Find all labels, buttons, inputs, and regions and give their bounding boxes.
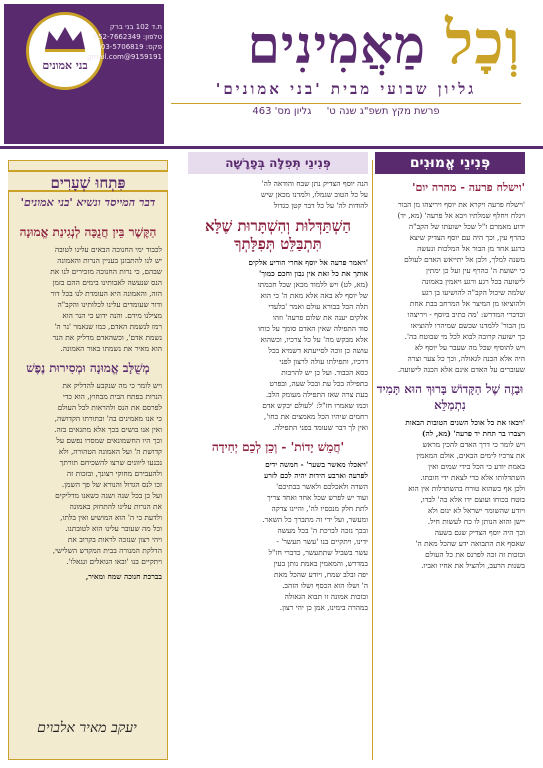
- text-line: ויתקיים בנו 'ובאו הגואלים ונגאלו'.: [66, 557, 162, 566]
- text-line: נכנעו ליוונים שרצו להשכיחם תורתך: [59, 458, 162, 467]
- text-line: בשנות הרעב, ולהציל את אחיו ואביו.: [421, 561, 525, 570]
- text-line: וכך היו החשמונאים שמסרו נפשם על: [56, 436, 162, 445]
- text-line: ויהי רצון שנזכה לראות בקרוב את: [67, 535, 162, 544]
- text-line: ברגע אחד מן הבור אל המלכות ונעשה: [417, 244, 525, 253]
- text-line: להודות לה' על כל דבר קטן כגדול: [273, 201, 368, 210]
- text-line: הנרות בפתח הבית מבחוץ, הוא כדי: [62, 392, 162, 401]
- text-line: על כל הטוב שגמלו, ולמדנו מכאן שיש: [260, 190, 368, 199]
- text-line: הנס שנעשה לאבותינו בימים ההם בזמן: [52, 278, 162, 287]
- right-lead-title: 'וישלח פרעה - מהרה יום': [412, 181, 525, 194]
- text-line: בעת צרה שאז התפילה מעומק הלב.: [265, 390, 368, 399]
- text-line: יש לנו להתבונן בעניין הנרות והאמונה: [57, 256, 162, 265]
- text-line: ויש לומר כי מה שנקבע להדליק את: [62, 381, 162, 390]
- left-subhead: הַקֶּשֶׁר בֵּין חֲנֻכָּה לְנְגִינַת אֱמוּנָה: [19, 225, 157, 239]
- header-rule: [0, 146, 543, 149]
- text-line: הוא מאיר את נשמתו באור האמונה.: [60, 344, 162, 353]
- contact-info: [87, 22, 162, 62]
- text-line: וכדברי המדרש: 'מה כתיב ביוסף - ויריצהו: [407, 310, 525, 319]
- left-body-2: [14, 380, 162, 567]
- text-line: מן הבור' ללמדנו שכשם שמיהרו להוציאו: [410, 321, 525, 330]
- contact-phone: טלפון: 052-7662349: [93, 33, 162, 41]
- text-line: רמז לנשמת האדם, כמו שנאמר 'נר ה': [54, 322, 162, 331]
- text-line: בתפילה בכל עת ובכל שעה, ובפרט: [269, 379, 368, 388]
- text-line: ולכן אף כשהוא טורח בהשתדלות אין הוא: [408, 484, 525, 493]
- signature: יעקב מאיר אלבוים: [37, 720, 137, 736]
- text-line: ויודע שהשומר ישראל לא ינום ולא: [427, 506, 525, 515]
- text-line: אלקים יענה את שלום פרעה' וזהו: [272, 313, 368, 322]
- text-line: היה אלא הכנה לגאולה, וכך כל צער וצרה: [407, 354, 525, 363]
- text-line: השתדלותו אלא כדי לצאת ידי חובתו.: [420, 473, 525, 482]
- text-line: ולדעת כי ה' הוא המושיע ואין בלתו,: [60, 513, 162, 522]
- text-line: קדושת ה' ועל האמונה הטהורה, ולא: [58, 447, 162, 456]
- text-line: הדלקת המנורה בבית המקדש השלישי,: [52, 546, 162, 555]
- middle-body: [188, 257, 368, 433]
- text-line: יישן והוא הנותן לו כח לעשות חיל.: [427, 517, 525, 526]
- text-line: ודור שעומדים עלינו לכלותינו והקב"ה: [57, 300, 162, 309]
- right-subhead: וּבָזֶה שֶׁל הַקָּדוֹשׁ בָּרוּךְ הוּא תָּמִיד נִתְמַלֵּא: [376, 382, 524, 412]
- closing-line: בברכת חנוכה שמח ומאיר,: [85, 572, 162, 581]
- text-line: לכבוד ימי החנוכה הבאים עלינו לטובה: [54, 245, 162, 254]
- issue-number: גליון מס' 463: [252, 106, 312, 117]
- text-line: באמת יודע כי הכל בידי שמים ואין: [428, 462, 525, 471]
- text-line: עושה כן זוכה לסייעתא דשמיא בכל: [268, 346, 368, 355]
- left-subhead-2: מְשֻׁלָּב אֱמוּנָה וּמְסִירוּת נֶפֶשׁ: [26, 361, 150, 375]
- left-column: [14, 218, 162, 758]
- text-line: סוד התפילה שאין האדם סומך על כוחו: [258, 324, 368, 333]
- text-line: ועוד יש לפרש שכל אחד ואחד צריך: [267, 493, 368, 502]
- masthead-subtitle: גליון שבועי מבית 'בני אמונים': [215, 80, 477, 98]
- text-line: ועל כן בכל שנה ושנה כשאנו מדליקים: [55, 491, 162, 500]
- parsha-label: פרשת מקץ תשפ"ג שנה ט': [326, 106, 440, 117]
- text-line: 'ויבאו את כל אוכל השנים הטובות הבאות: [405, 418, 525, 427]
- text-line: שבהם, כי נרות החנוכה מזכירים לנו את: [50, 267, 162, 276]
- middle-subhead-2: 'חֲמֵשׁ יָדוֹת' - וְכֵן לְכֵם יְחִידָה: [211, 440, 345, 454]
- text-line: ואין אנו בושים בכך אלא מתגאים בזה.: [54, 425, 162, 434]
- text-line: לפרעה וארבע הידות יהיה לכם לזרע: [264, 471, 368, 480]
- left-body: [14, 244, 162, 354]
- logo-box: [4, 4, 164, 144]
- text-line: ידוע מאמרם ז"ל שכל ישועתו של הקב"ה: [408, 222, 525, 231]
- middle-body-2: [188, 459, 368, 613]
- right-body-2: [375, 417, 525, 571]
- masthead-meta: [171, 106, 521, 122]
- text-line: ולהעבירם מחוקי רצונך, ובזכות זה: [66, 469, 162, 478]
- text-line: מצילנו מידם. והנה ידוע כי הנר הוא: [62, 311, 162, 320]
- middle-intro: [188, 178, 368, 211]
- text-line: ויגלח ויחלף שמלתיו ויבא אל פרעה' (מא, יד): [397, 211, 525, 220]
- text-line: כסא הכבוד. ועל כן יש להרבות: [281, 368, 368, 377]
- text-line: שאסף את התבואה ידע שהכל מאת ה': [415, 539, 525, 548]
- text-line: שעוברים על האדם אינם אלא הכנה לישועה.: [397, 365, 525, 374]
- text-line: יפה ובלב שמח, ויודע שהכל מאת: [274, 570, 368, 579]
- text-line: ה' ושלו הוא הכסף ושלו הזהב.: [282, 581, 368, 590]
- column-divider: [372, 160, 373, 760]
- masthead-title-main: מַאֲמִינִים: [247, 15, 427, 76]
- text-line: במדרש, והמאמין באמת נותן בעין: [273, 559, 368, 568]
- text-line: רחמים שיהיו הכל מאמצים את כחו',: [263, 412, 368, 421]
- text-line: ואין לך דבר שעומד בפני התפילה.: [272, 423, 368, 432]
- text-line: זכו לנס הגדול והנורא של פך השמן.: [61, 480, 162, 489]
- text-line: ויש להוסיף שכל מה שעבר על יוסף לא: [414, 343, 525, 352]
- masthead: [0, 0, 543, 150]
- text-line: לתת חלק מנכסיו לה', והיינו צדקה: [271, 504, 368, 513]
- text-line: הנה יוסף הצדיק נתן שבח והודאה לה': [261, 179, 368, 188]
- contact-fax: פקס: 03-5706819: [100, 43, 162, 51]
- middle-column: [188, 178, 368, 758]
- right-column: [375, 178, 525, 758]
- logo-emblem: [26, 12, 104, 90]
- text-line: כהרף עין, וכך היה עם יוסף הצדיק שיצא: [409, 233, 525, 242]
- text-line: ידינו, ויתקיים בנו 'עשר תעשר' -: [276, 537, 368, 546]
- text-line: כי ישועת ה' כהרף עין ועל כן ימתין: [425, 266, 525, 275]
- left-column-header: פִּתְחוּ שְׁעָרִים: [8, 170, 168, 192]
- masthead-title-gold: וְכָל: [445, 8, 521, 78]
- text-line: ויש לומר כי דרך האדם להכין מראש: [422, 440, 525, 449]
- text-line: של יוסף לא באה אלא מאת ה' כי הוא: [260, 291, 368, 300]
- middle-subhead: הַשְׁתַּדְּלוּת וְהִשְׁתָּרוּת שֶׁלָּא תִּתְבַּלֵּט תְּפִלָּתְךָ: [205, 217, 351, 253]
- text-line: תלה הכל בבורא עולם ואמר 'בלעדי: [268, 302, 368, 311]
- text-line: 'ויאכלו מאשר בשער' - חמשה ידים: [265, 460, 368, 469]
- text-line: לישועה בכל רגע ורגע ויאמין באמונה: [421, 277, 525, 286]
- text-line: את הנרות עלינו להתחזק באמונה: [69, 502, 162, 511]
- text-line: וכך היה יוסף הצדיק שגם בשעה: [434, 528, 525, 537]
- middle-column-header: פְּנִינֵי תְּפִלָּה בְּפָרָשָׁה: [188, 152, 368, 174]
- left-closing: [14, 571, 162, 582]
- logo-name: בני אמונים: [42, 59, 88, 72]
- masthead-title: [151, 8, 521, 78]
- text-line: כי אנו מאמינים בה' ובתורתו הקדושה,: [54, 414, 162, 423]
- text-line: לפרסם את הנס ולהראות לכל העולם: [57, 403, 162, 412]
- text-line: (מא, לט) ויש ללמוד מכאן שכל חכמתו: [257, 280, 368, 289]
- text-line: וכמו שאמרו חז"ל: 'לעולם יבקש אדם: [262, 401, 368, 410]
- text-line: ובכך נזכה לברכת ה' בכל מעשה: [277, 526, 368, 535]
- right-body: [375, 199, 525, 375]
- text-line: עשר בשביל שתתעשר, כדברי חז"ל: [268, 548, 368, 557]
- text-line: אותך את כל זאת אין נבון וחכם כמוך': [259, 269, 368, 278]
- text-line: שלמה שיכול הקב"ה להושיעו בן רגע: [421, 288, 525, 297]
- right-column-header: פְּנִינֵי אֱמוּנִים: [375, 152, 525, 174]
- text-line: כך ישועה קרובה לבוא לכל מי שבוטח בה'.: [404, 332, 525, 341]
- masthead-divider: [171, 103, 521, 104]
- text-line: ולהוציאו מן המיצר אל המרחב בבת אחת: [409, 299, 525, 308]
- text-line: נשמת אדם', וכשהאדם מדליק את הנר: [52, 333, 162, 342]
- text-line: השדה ולאכלכם ולאשר בבתיכם': [276, 482, 368, 491]
- text-line: ויצברו בר תחת יד פרעה' (מא, לה): [421, 429, 525, 438]
- text-line: את צרכיו לימים הבאים, אולם המאמין: [416, 451, 525, 460]
- text-line: דרכיו, ותפילתו עולה לרצון לפני: [279, 357, 368, 366]
- text-line: ומעשר, ועל ידי זה מתברך כל השאר.: [262, 515, 368, 524]
- text-line: במהרה בימינו, אמן כן יהי רצון.: [279, 603, 368, 612]
- crown-icon: [43, 25, 87, 53]
- text-line: 'ויאמר פרעה אל יוסף אחרי הודיע אלקים: [248, 258, 368, 267]
- text-line: 'וישלח פרעה ויקרא את יוסף ויריצהו מן הבור: [398, 200, 525, 209]
- left-column-subheader: דבר המייסד ונשיא 'בני אמונים': [20, 196, 156, 209]
- text-line: בוטח בכוחו ועוצם ידו אלא בה' לבדו,: [420, 495, 525, 504]
- contact-email: 9159191@gmail.com: [87, 53, 162, 61]
- contact-address: ת.ד 102 בני ברק: [109, 23, 162, 31]
- text-line: אלא מבקש מה' על כל צרכיו, וכשהוא: [260, 335, 368, 344]
- text-line: משנה למלך, ולכן אל יתייאש האדם לעולם: [404, 255, 525, 264]
- text-line: הזה, והאמונה היא העומדת לנו בכל דור: [50, 289, 162, 298]
- text-line: ובזכות אמונה זו תבוא הגאולה: [284, 592, 368, 601]
- text-line: ובזכות זה זכה לפרנס את כל העולם: [425, 550, 525, 559]
- text-line: וכל מה שעובר עלינו הוא לטובתנו.: [65, 524, 162, 533]
